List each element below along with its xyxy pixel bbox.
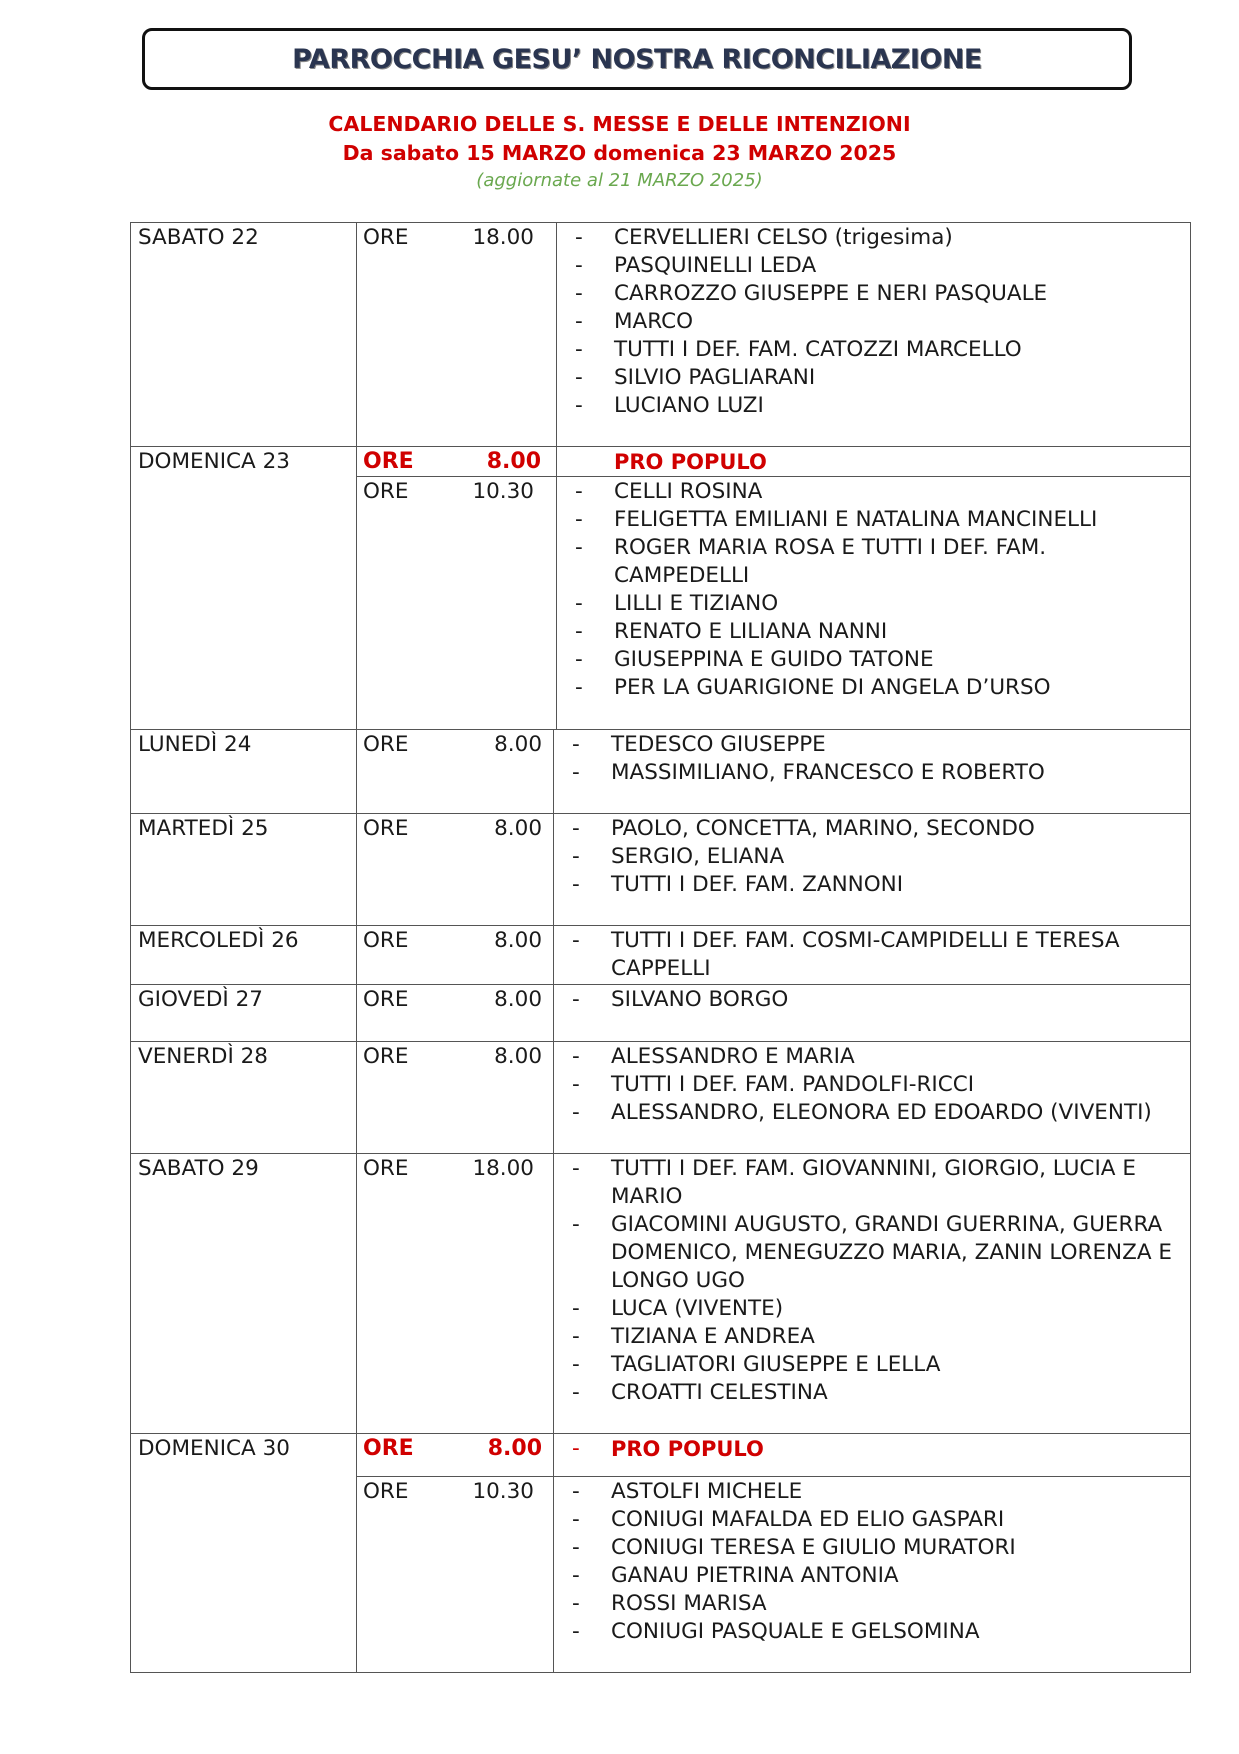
ore-label: ORE	[363, 1156, 409, 1181]
ore-label: ORE	[363, 449, 414, 474]
ore-label: ORE	[363, 928, 409, 953]
day-label: SABATO 29	[138, 1156, 259, 1181]
row-divider	[130, 222, 1191, 223]
bullet-dash: -	[572, 1296, 580, 1321]
bullet-dash: -	[572, 1563, 580, 1588]
intention-item: TUTTI I DEF. FAM. PANDOLFI-RICCI	[611, 1072, 975, 1097]
bullet-dash: -	[572, 732, 580, 757]
row-divider	[130, 446, 1191, 447]
updated-note: (aggiornate al 21 MARZO 2025)	[476, 170, 763, 191]
intention-item: CONIUGI MAFALDA ED ELIO GASPARI	[611, 1507, 1005, 1532]
calendar-heading: CALENDARIO DELLE S. MESSE E DELLE INTENZIONI	[328, 112, 911, 136]
ore-label: ORE	[363, 732, 409, 757]
bullet-dash: -	[572, 1044, 580, 1069]
ore-label: ORE	[363, 479, 409, 504]
column-divider-time	[356, 222, 357, 1672]
bullet-dash: -	[572, 1619, 580, 1644]
intention-item: TIZIANA E ANDREA	[611, 1324, 815, 1349]
bullet-dash: -	[575, 479, 583, 504]
bullet-dash: -	[572, 1324, 580, 1349]
column-divider-intentions	[553, 1153, 554, 1433]
ore-label: ORE	[363, 816, 409, 841]
row-divider	[130, 925, 1191, 926]
intention-item: PAOLO, CONCETTA, MARINO, SECONDO	[611, 816, 1035, 841]
ore-label: ORE	[363, 1044, 409, 1069]
mass-time: 8.00	[494, 732, 542, 757]
bullet-dash: -	[572, 1591, 580, 1616]
intention-item: CERVELLIERI CELSO (trigesima)	[614, 225, 953, 250]
parish-title: PARROCCHIA GESU’ NOSTRA RICONCILIAZIONE	[292, 43, 982, 75]
row-divider	[130, 1433, 1191, 1434]
bullet-dash: -	[575, 253, 583, 278]
bullet-dash: -	[575, 675, 583, 700]
intention-item: FELIGETTA EMILIANI E NATALINA MANCINELLI	[614, 507, 1098, 532]
date-range: Da sabato 15 MARZO domenica 23 MARZO 2025	[342, 141, 897, 165]
column-divider-intentions	[553, 1041, 554, 1153]
table-border-right	[1190, 222, 1191, 1673]
bullet-dash: -	[572, 1072, 580, 1097]
day-label: VENERDÌ 28	[138, 1044, 268, 1069]
table-border-bottom	[130, 1672, 1191, 1673]
mass-time: 8.00	[494, 1044, 542, 1069]
day-label: DOMENICA 23	[138, 449, 290, 474]
bullet-dash: -	[572, 872, 580, 897]
column-divider-intentions	[553, 1433, 554, 1672]
mass-time: 18.00	[472, 225, 534, 250]
bullet-dash: -	[575, 225, 583, 250]
bullet-dash: -	[572, 1479, 580, 1504]
intention-item: TAGLIATORI GIUSEPPE E LELLA	[611, 1352, 941, 1377]
intention-item: LILLI E TIZIANO	[614, 591, 779, 616]
intention-item: GIUSEPPINA E GUIDO TATONE	[614, 647, 934, 672]
intention-item: ROGER MARIA ROSA E TUTTI I DEF. FAM.	[614, 535, 1047, 560]
intention-item: PASQUINELLI LEDA	[614, 253, 817, 278]
mass-divider	[356, 1476, 1190, 1477]
mass-divider	[356, 476, 1190, 477]
bullet-dash: -	[572, 760, 580, 785]
mass-time: 8.00	[487, 1436, 542, 1461]
intention-item: TUTTI I DEF. FAM. GIOVANNINI, GIORGIO, LUCIA E	[611, 1156, 1136, 1181]
column-divider-intentions	[553, 729, 554, 813]
bullet-dash: -	[575, 507, 583, 532]
column-divider-intentions	[556, 222, 557, 446]
bullet-dash: -	[575, 309, 583, 334]
column-divider-intentions	[556, 446, 557, 729]
column-divider-intentions	[553, 813, 554, 925]
row-divider	[130, 984, 1191, 985]
intention-item: ROSSI MARISA	[611, 1591, 767, 1616]
bullet-dash: -	[572, 1212, 580, 1237]
bullet-dash: -	[575, 337, 583, 362]
bullet-dash: -	[575, 535, 583, 560]
intention-item: MASSIMILIANO, FRANCESCO E ROBERTO	[611, 760, 1045, 785]
bullet-dash: -	[572, 1436, 580, 1461]
intention-item: SILVANO BORGO	[611, 987, 789, 1012]
row-divider	[130, 729, 1191, 730]
bullet-dash: -	[575, 619, 583, 644]
intention-item: ALESSANDRO, ELEONORA ED EDOARDO (VIVENTI)	[611, 1100, 1152, 1125]
intention-item: TEDESCO GIUSEPPE	[611, 732, 826, 757]
intention-item: SILVIO PAGLIARANI	[614, 365, 816, 390]
day-label: MERCOLEDÌ 26	[138, 928, 299, 953]
intention-item: CAMPEDELLI	[614, 563, 750, 588]
intention-item: SERGIO, ELIANA	[611, 844, 785, 869]
intention-item: GANAU PIETRINA ANTONIA	[611, 1563, 899, 1588]
mass-time: 10.30	[472, 479, 534, 504]
day-label: MARTEDÌ 25	[138, 816, 269, 841]
bullet-dash: -	[572, 1380, 580, 1405]
intention-item: TUTTI I DEF. FAM. CATOZZI MARCELLO	[614, 337, 1022, 362]
bullet-dash: -	[575, 393, 583, 418]
intention-item: RENATO E LILIANA NANNI	[614, 619, 888, 644]
intention-item: CROATTI CELESTINA	[611, 1380, 828, 1405]
day-label: GIOVEDÌ 27	[138, 987, 263, 1012]
intention-item: CONIUGI PASQUALE E GELSOMINA	[611, 1619, 980, 1644]
intention-item: CONIUGI TERESA E GIULIO MURATORI	[611, 1535, 1016, 1560]
intention-item: ASTOLFI MICHELE	[611, 1479, 803, 1504]
day-label: DOMENICA 30	[138, 1436, 290, 1461]
intention-item: LONGO UGO	[611, 1268, 745, 1293]
intention-item: ALESSANDRO E MARIA	[611, 1044, 855, 1069]
column-divider-intentions	[553, 925, 554, 984]
intention-item: PRO POPULO	[611, 1437, 764, 1461]
row-divider	[130, 1153, 1191, 1154]
bullet-dash: -	[572, 844, 580, 869]
bullet-dash: -	[575, 591, 583, 616]
intention-item: LUCA (VIVENTE)	[611, 1296, 784, 1321]
intention-item: TUTTI I DEF. FAM. COSMI-CAMPIDELLI E TERESA	[611, 928, 1120, 953]
day-label: SABATO 22	[138, 225, 259, 250]
bullet-dash: -	[572, 816, 580, 841]
day-label: LUNEDÌ 24	[138, 732, 252, 757]
bullet-dash: -	[572, 1535, 580, 1560]
row-divider	[130, 813, 1191, 814]
intention-item: DOMENICO, MENEGUZZO MARIA, ZANIN LORENZA E	[611, 1240, 1172, 1265]
bullet-dash: -	[575, 647, 583, 672]
mass-time: 8.00	[494, 816, 542, 841]
bullet-dash: -	[575, 365, 583, 390]
mass-time: 8.00	[494, 987, 542, 1012]
bullet-dash: -	[572, 1507, 580, 1532]
mass-time: 8.00	[486, 449, 541, 474]
ore-label: ORE	[363, 987, 409, 1012]
bullet-dash: -	[572, 928, 580, 953]
mass-time: 10.30	[472, 1479, 534, 1504]
bullet-dash: -	[572, 987, 580, 1012]
intention-item: TUTTI I DEF. FAM. ZANNONI	[611, 872, 904, 897]
intention-item: MARCO	[614, 309, 694, 334]
column-divider-intentions	[553, 984, 554, 1041]
intention-item: CAPPELLI	[611, 956, 711, 981]
mass-time: 8.00	[494, 928, 542, 953]
bullet-dash: -	[572, 1352, 580, 1377]
intention-item: PRO POPULO	[614, 450, 767, 474]
intention-item: CELLI ROSINA	[614, 479, 763, 504]
intention-item: MARIO	[611, 1184, 683, 1209]
ore-label: ORE	[363, 1479, 409, 1504]
ore-label: ORE	[363, 1436, 414, 1461]
bullet-dash: -	[572, 1156, 580, 1181]
ore-label: ORE	[363, 225, 409, 250]
intention-item: LUCIANO LUZI	[614, 393, 764, 418]
bullet-dash: -	[575, 281, 583, 306]
intention-item: GIACOMINI AUGUSTO, GRANDI GUERRINA, GUERRA	[611, 1212, 1163, 1237]
mass-time: 18.00	[472, 1156, 534, 1181]
table-border-left	[130, 222, 131, 1672]
row-divider	[130, 1041, 1191, 1042]
intention-item: PER LA GUARIGIONE DI ANGELA D’URSO	[614, 675, 1051, 700]
bullet-dash: -	[572, 1100, 580, 1125]
intention-item: CARROZZO GIUSEPPE E NERI PASQUALE	[614, 281, 1048, 306]
